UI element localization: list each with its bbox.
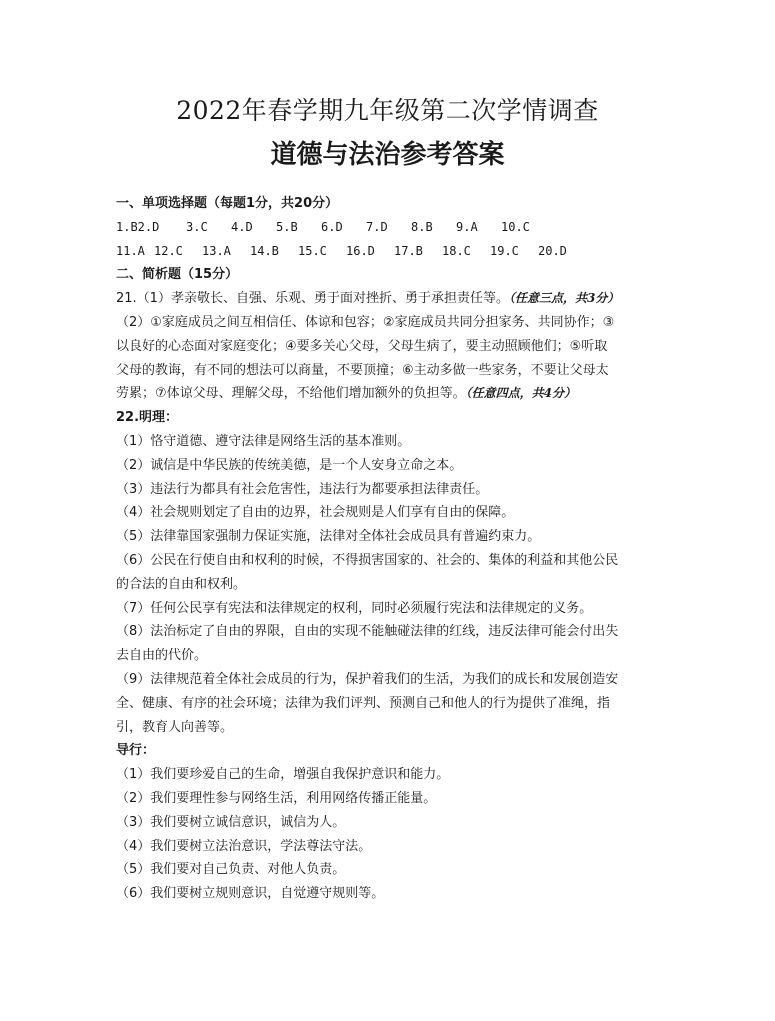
q21-part2-line: 以良好的心态面对家庭变化；④要多关心父母，父母生病了，要主动照顾他们；⑤听取 [116, 338, 608, 354]
answer-item: 20.D [538, 243, 567, 258]
q21-part1 [116, 287, 661, 311]
q21-part2-text: 劳累；⑦体谅父母、理解父母，不给他们增加额外的负担等。 [116, 386, 466, 402]
daoxing-line: （3）我们要树立诚信意识，诚信为人。 [116, 814, 346, 830]
q21-part2-score-note: （任意四点，共4分） [465, 386, 577, 401]
document-subtitle: 道德与法治参考答案 [270, 140, 505, 170]
answer-item: 7.D [366, 219, 388, 234]
answer-item: 16.D [346, 243, 375, 258]
answer-item: 14.B [250, 243, 279, 258]
mingli-line: （4）社会规则划定了自由的边界，社会规则是人们享有自由的保障。 [116, 505, 515, 521]
answer-item: 6.D [321, 219, 343, 234]
daoxing-line: （2）我们要理性参与网络生活，利用网络传播正能量。 [116, 790, 437, 806]
answer-item: 19.C [490, 243, 519, 258]
mingli-line: 引，教育人向善等。 [116, 719, 234, 735]
mingli-line: （5）法律靠国家强制力保证实施，法律对全体社会成员具有普遍约束力。 [116, 529, 541, 545]
daoxing-line: （6）我们要树立规则意识，自觉遵守规则等。 [116, 886, 385, 902]
answer-item: 9.A [456, 219, 478, 234]
answer-item: 12.C [154, 243, 183, 258]
section2-heading: 二、简析题（15分） [116, 267, 239, 283]
answer-item: 3.C [186, 219, 208, 234]
q21-part1-text: 21.（1）孝亲敬长、自强、乐观、勇于面对挫折、勇于承担责任等。 [116, 291, 509, 307]
choice-answers-row2 [116, 240, 661, 264]
daoxing-line: （1）我们要珍爱自己的生命，增强自我保护意识和能力。 [116, 767, 450, 783]
mingli-line: （1）恪守道德、遵守法律是网络生活的基本准则。 [116, 433, 411, 449]
q21-part2-line: （2）①家庭成员之间互相信任、体谅和包容；②家庭成员共同分担家务、共同协作；③ [116, 314, 615, 330]
answer-item: 1.B2.D [116, 219, 160, 234]
mingli-line: （8）法治标定了自由的界限，自由的实现不能触碰法律的红线，违反法律可能会付出失 [116, 624, 619, 640]
answer-item: 4.D [231, 219, 253, 234]
daoxing-heading: 导行： [116, 743, 156, 759]
answer-item: 10.C [501, 219, 530, 234]
answer-item: 8.B [411, 219, 433, 234]
mingli-line: 全、健康、有序的社会环境；法律为我们评判、预测自己和他人的行为提供了准绳，指 [116, 695, 611, 711]
mingli-line: （9）法律规范着全体社会成员的行为，保护着我们的生活，为我们的成长和发展创造安 [116, 671, 619, 687]
answer-item: 18.C [442, 243, 471, 258]
q21-part2-line: 父母的教诲，有不同的想法可以商量，不要顶撞；⑥主动多做一些家务，不要让父母太 [116, 362, 609, 378]
answer-item: 17.B [394, 243, 423, 258]
q21-part1-score-note: （任意三点，共3分） [508, 291, 620, 306]
q21-part2-last-line [116, 382, 661, 406]
section1-heading: 一、单项选择题（每题1分，共20分） [116, 196, 339, 211]
mingli-line: （3）违法行为都具有社会危害性，违法行为都要承担法律责任。 [116, 481, 489, 497]
document-title: 2022年春学期九年级第二次学情调查 [176, 96, 599, 125]
q22-mingli-heading: 22.明理： [116, 410, 179, 426]
answer-item: 13.A [202, 243, 231, 258]
daoxing-line: （5）我们要对自己负责、对他人负责。 [116, 862, 346, 878]
daoxing-line: （4）我们要树立法治意识，学法尊法守法。 [116, 838, 372, 854]
mingli-line: （2）诚信是中华民族的传统美德，是一个人安身立命之本。 [116, 457, 463, 473]
mingli-line: （6）公民在行使自由和权利的时候，不得损害国家的、社会的、集体的利益和其他公民 [116, 552, 619, 568]
choice-answers-row1 [116, 216, 661, 240]
mingli-line: （7）任何公民享有宪法和法律规定的权利，同时必须履行宪法和法律规定的义务。 [116, 600, 593, 616]
answer-item: 15.C [298, 243, 327, 258]
answer-item: 5.B [276, 219, 298, 234]
mingli-line: 的合法的自由和权利。 [116, 576, 247, 592]
answer-content [116, 192, 661, 906]
answer-item: 11.A [116, 243, 145, 258]
mingli-line: 去自由的代价。 [116, 648, 208, 664]
